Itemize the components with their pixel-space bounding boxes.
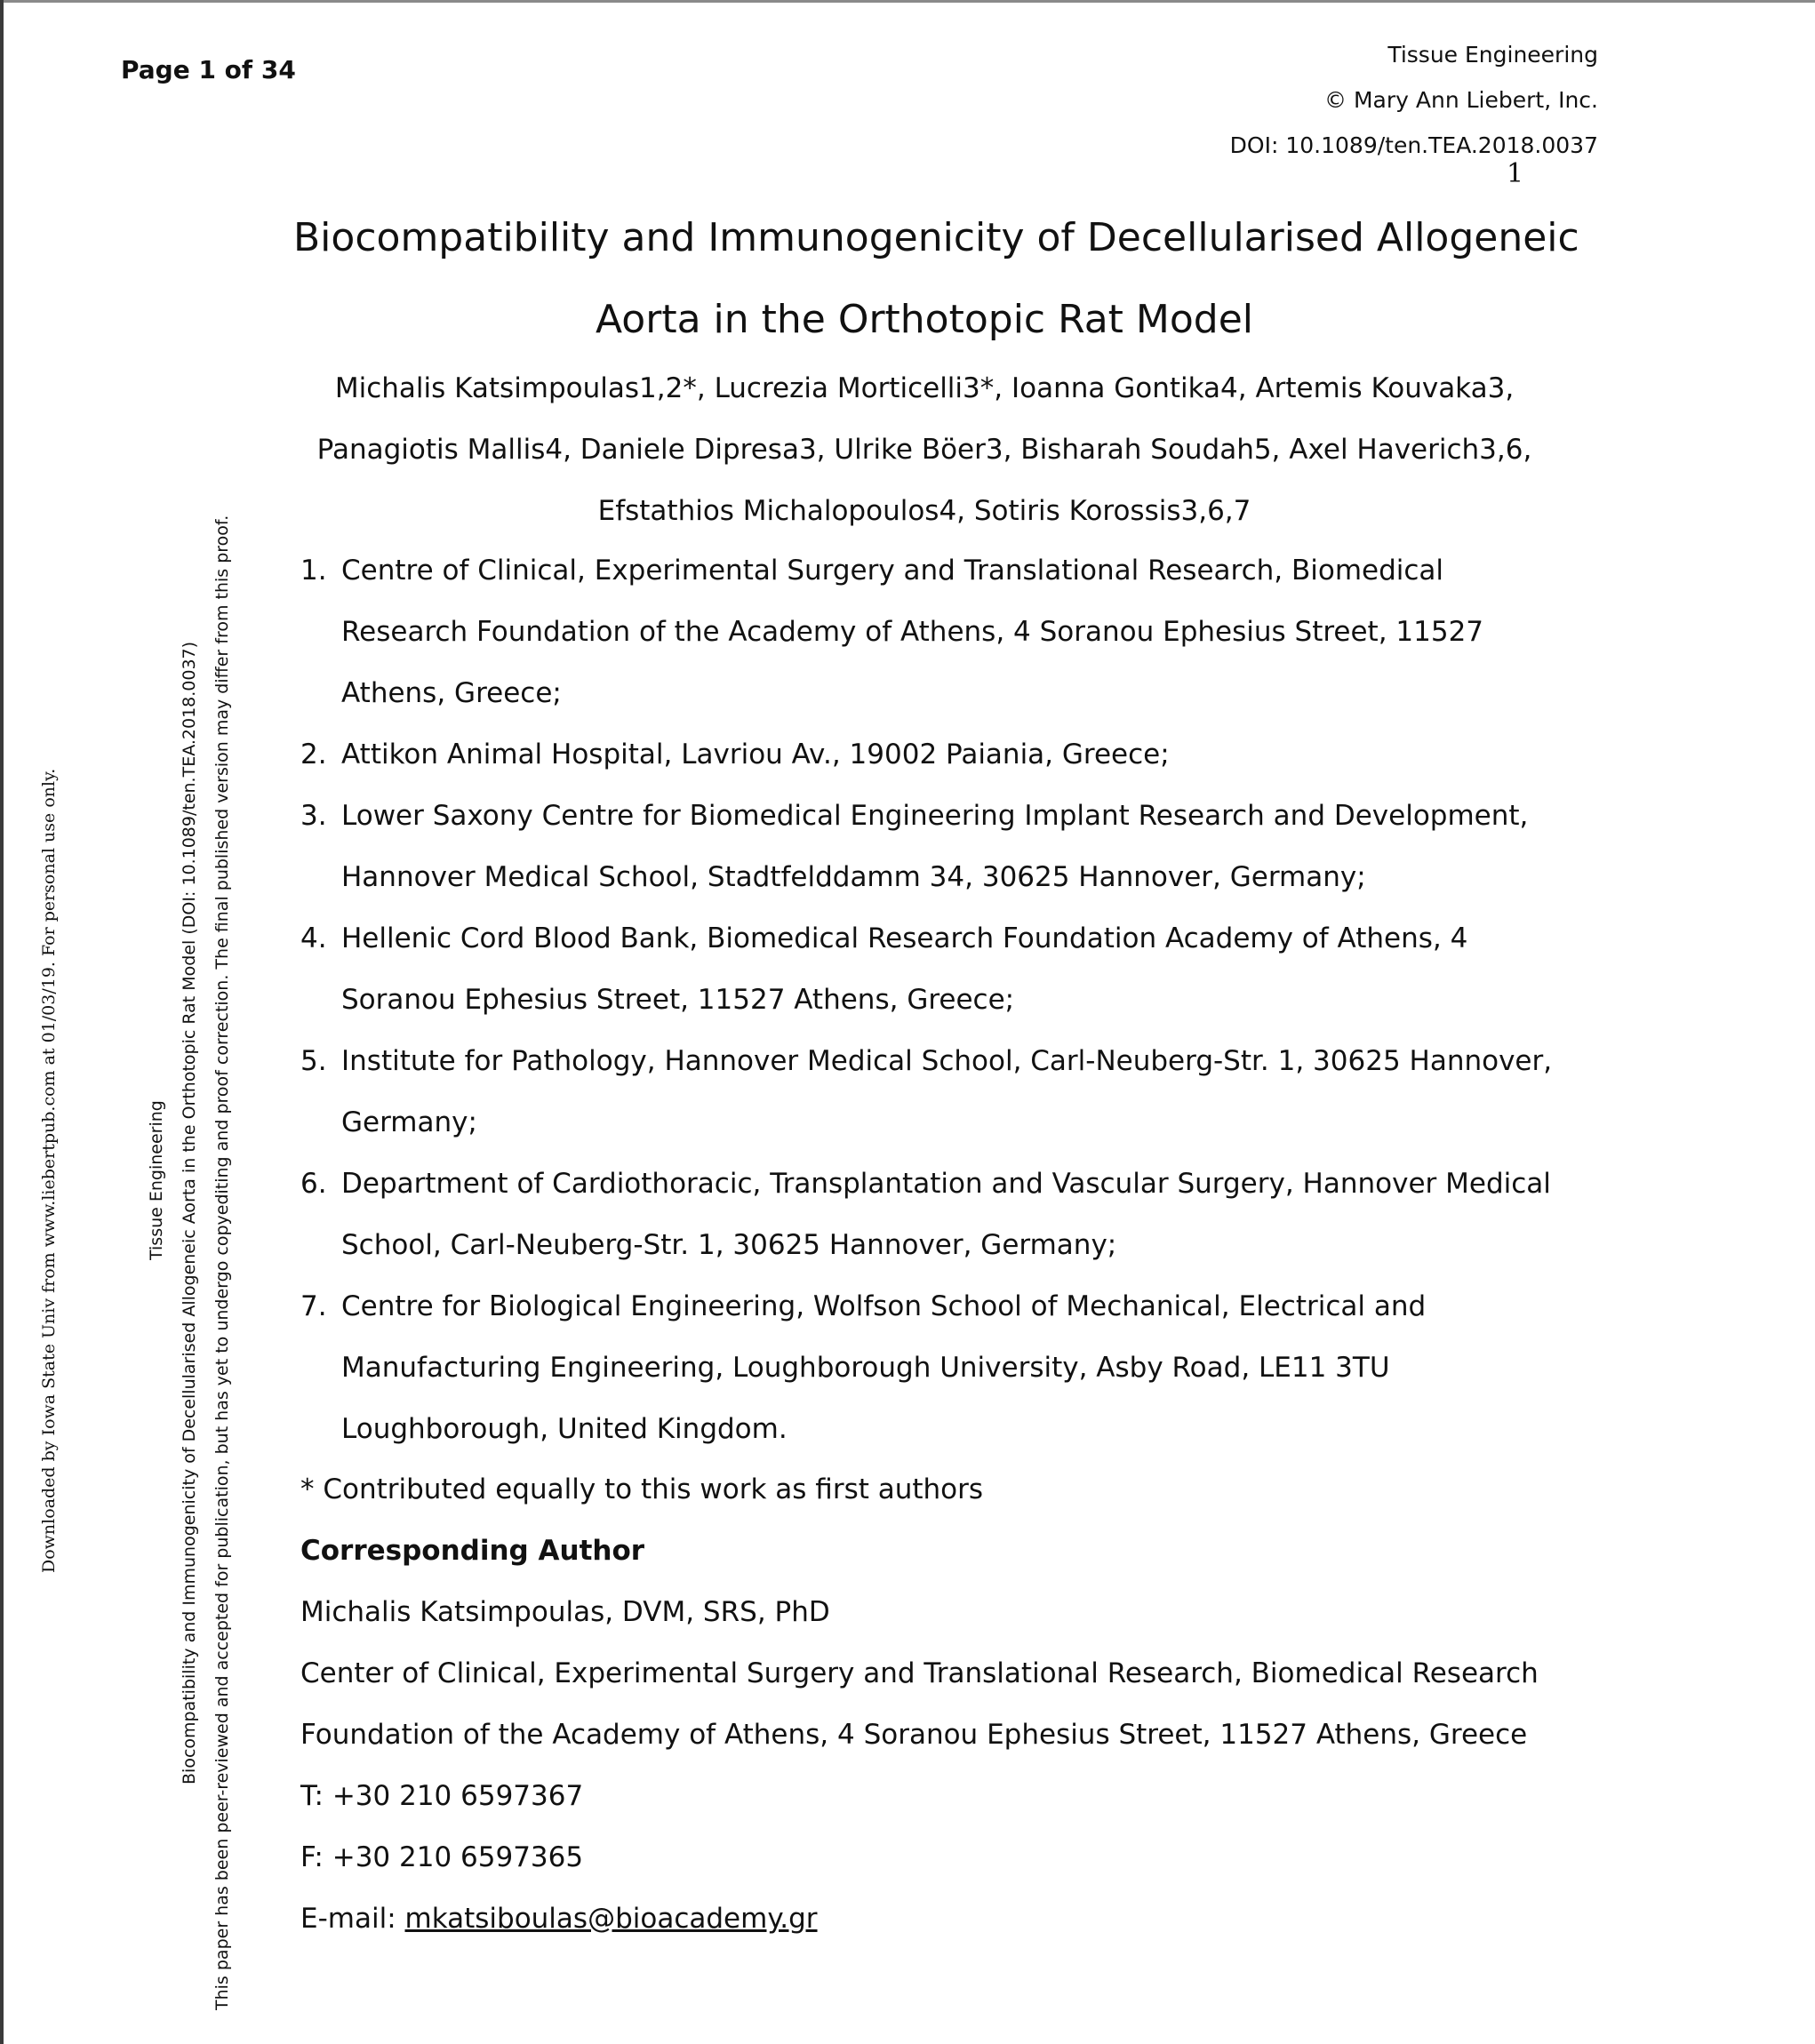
corresponding-author-name: Michalis Katsimpoulas, DVM, SRS, PhD — [300, 1596, 830, 1628]
affiliation-line: Manufacturing Engineering, Loughborough University, Asby Road, LE11 3TU — [341, 1352, 1390, 1384]
journal-header — [1230, 32, 1598, 168]
email-link[interactable]: mkatsiboulas@bioacademy.gr — [404, 1903, 818, 1935]
affiliation-item — [300, 1154, 1563, 1276]
affiliation-line: Lower Saxony Centre for Biomedical Engineering Implant Research and Development, — [341, 800, 1529, 832]
author-list — [284, 358, 1564, 542]
download-notice: Downloaded by Iowa State Univ from www.liebertpub.com at 01/03/19. For personal use only. — [39, 768, 59, 1573]
fax: F: +30 210 6597365 — [300, 1841, 584, 1873]
affiliation-number: 6. — [300, 1168, 327, 1200]
correspondence-block — [300, 1459, 1563, 1950]
email-row — [300, 1888, 1563, 1950]
corresponding-address-line-1: Center of Clinical, Experimental Surgery and Translational Research, Biomedical Research — [300, 1657, 1539, 1689]
affiliation-line: Loughborough, United Kingdom. — [341, 1413, 788, 1445]
affiliation-number: 5. — [300, 1045, 327, 1077]
journal-name: Tissue Engineering — [1387, 42, 1598, 68]
affiliation-line: Department of Cardiothoracic, Transplantation and Vascular Surgery, Hannover Medical — [341, 1168, 1551, 1200]
side-article-reference: Biocompatibility and Immunogenicity of Decellularised Allogeneic Aorta in the Orthotopic Rat Model (DOI: 10.1089/ten.TEA.2018.0037) — [180, 641, 199, 1785]
publisher-copyright: © Mary Ann Liebert, Inc. — [1324, 87, 1598, 113]
affiliation-line: Institute for Pathology, Hannover Medical School, Carl-Neuberg-Str. 1, 30625 Hannover, — [341, 1045, 1553, 1077]
affiliation-item — [300, 724, 1563, 786]
affiliation-line: Germany; — [341, 1106, 477, 1138]
article-title — [293, 197, 1579, 361]
peer-review-notice: This paper has been peer-reviewed and accepted for publication, but has yet to undergo copyediting and proof correction. The final published version may differ from this proof. — [212, 515, 232, 2010]
affiliation-line: Hellenic Cord Blood Bank, Biomedical Research Foundation Academy of Athens, 4 — [341, 922, 1468, 954]
authors-line-1: Michalis Katsimpoulas1,2*, Lucrezia Morticelli3*, Ioanna Gontika4, Artemis Kouvaka3, — [334, 372, 1515, 404]
corresponding-address-line-2: Foundation of the Academy of Athens, 4 Soranou Ephesius Street, 11527 Athens, Greece — [300, 1719, 1528, 1751]
affiliation-list — [300, 540, 1563, 1460]
page-top-border — [0, 0, 1815, 3]
corresponding-author-heading: Corresponding Author — [300, 1535, 645, 1567]
authors-line-2: Panagiotis Mallis4, Daniele Dipresa3, Ulrike Böer3, Bisharah Soudah5, Axel Haverich3,6, — [316, 434, 1532, 466]
affiliation-number: 2. — [300, 739, 327, 770]
affiliation-item — [300, 540, 1563, 724]
side-journal-name: Tissue Engineering — [147, 1100, 166, 1260]
page-indicator: Page 1 of 34 — [121, 55, 296, 84]
affiliation-item — [300, 1031, 1563, 1154]
affiliation-line: Soranou Ephesius Street, 11527 Athens, Greece; — [341, 984, 1015, 1016]
affiliation-line: Attikon Animal Hospital, Lavriou Av., 19002 Paiania, Greece; — [341, 739, 1170, 770]
affiliation-number: 4. — [300, 922, 327, 954]
page-number: 1 — [1507, 158, 1524, 189]
telephone: T: +30 210 6597367 — [300, 1780, 584, 1812]
page-left-border — [0, 0, 4, 2044]
authors-line-3: Efstathios Michalopoulos4, Sotiris Korossis3,6,7 — [597, 495, 1251, 527]
affiliation-line: Athens, Greece; — [341, 677, 562, 709]
affiliation-line: Centre for Biological Engineering, Wolfson School of Mechanical, Electrical and — [341, 1290, 1427, 1322]
affiliation-line: Centre of Clinical, Experimental Surgery and Translational Research, Biomedical — [341, 555, 1444, 587]
affiliation-number: 7. — [300, 1290, 327, 1322]
doi-text: DOI: 10.1089/ten.TEA.2018.0037 — [1229, 132, 1598, 158]
affiliation-number: 3. — [300, 800, 327, 832]
affiliation-item — [300, 1276, 1563, 1460]
equal-contribution-note: * Contributed equally to this work as first authors — [300, 1473, 984, 1505]
affiliation-item — [300, 786, 1563, 908]
affiliation-line: School, Carl-Neuberg-Str. 1, 30625 Hannover, Germany; — [341, 1229, 1117, 1261]
email-label: E-mail: — [300, 1903, 405, 1935]
affiliation-item — [300, 908, 1563, 1031]
title-line-1: Biocompatibility and Immunogenicity of Decellularised Allogeneic — [293, 215, 1579, 260]
title-line-2: Aorta in the Orthotopic Rat Model — [595, 297, 1254, 342]
affiliation-line: Hannover Medical School, Stadtfelddamm 34, 30625 Hannover, Germany; — [341, 861, 1366, 893]
affiliation-number: 1. — [300, 555, 327, 587]
affiliation-line: Research Foundation of the Academy of Athens, 4 Soranou Ephesius Street, 11527 — [341, 616, 1484, 648]
